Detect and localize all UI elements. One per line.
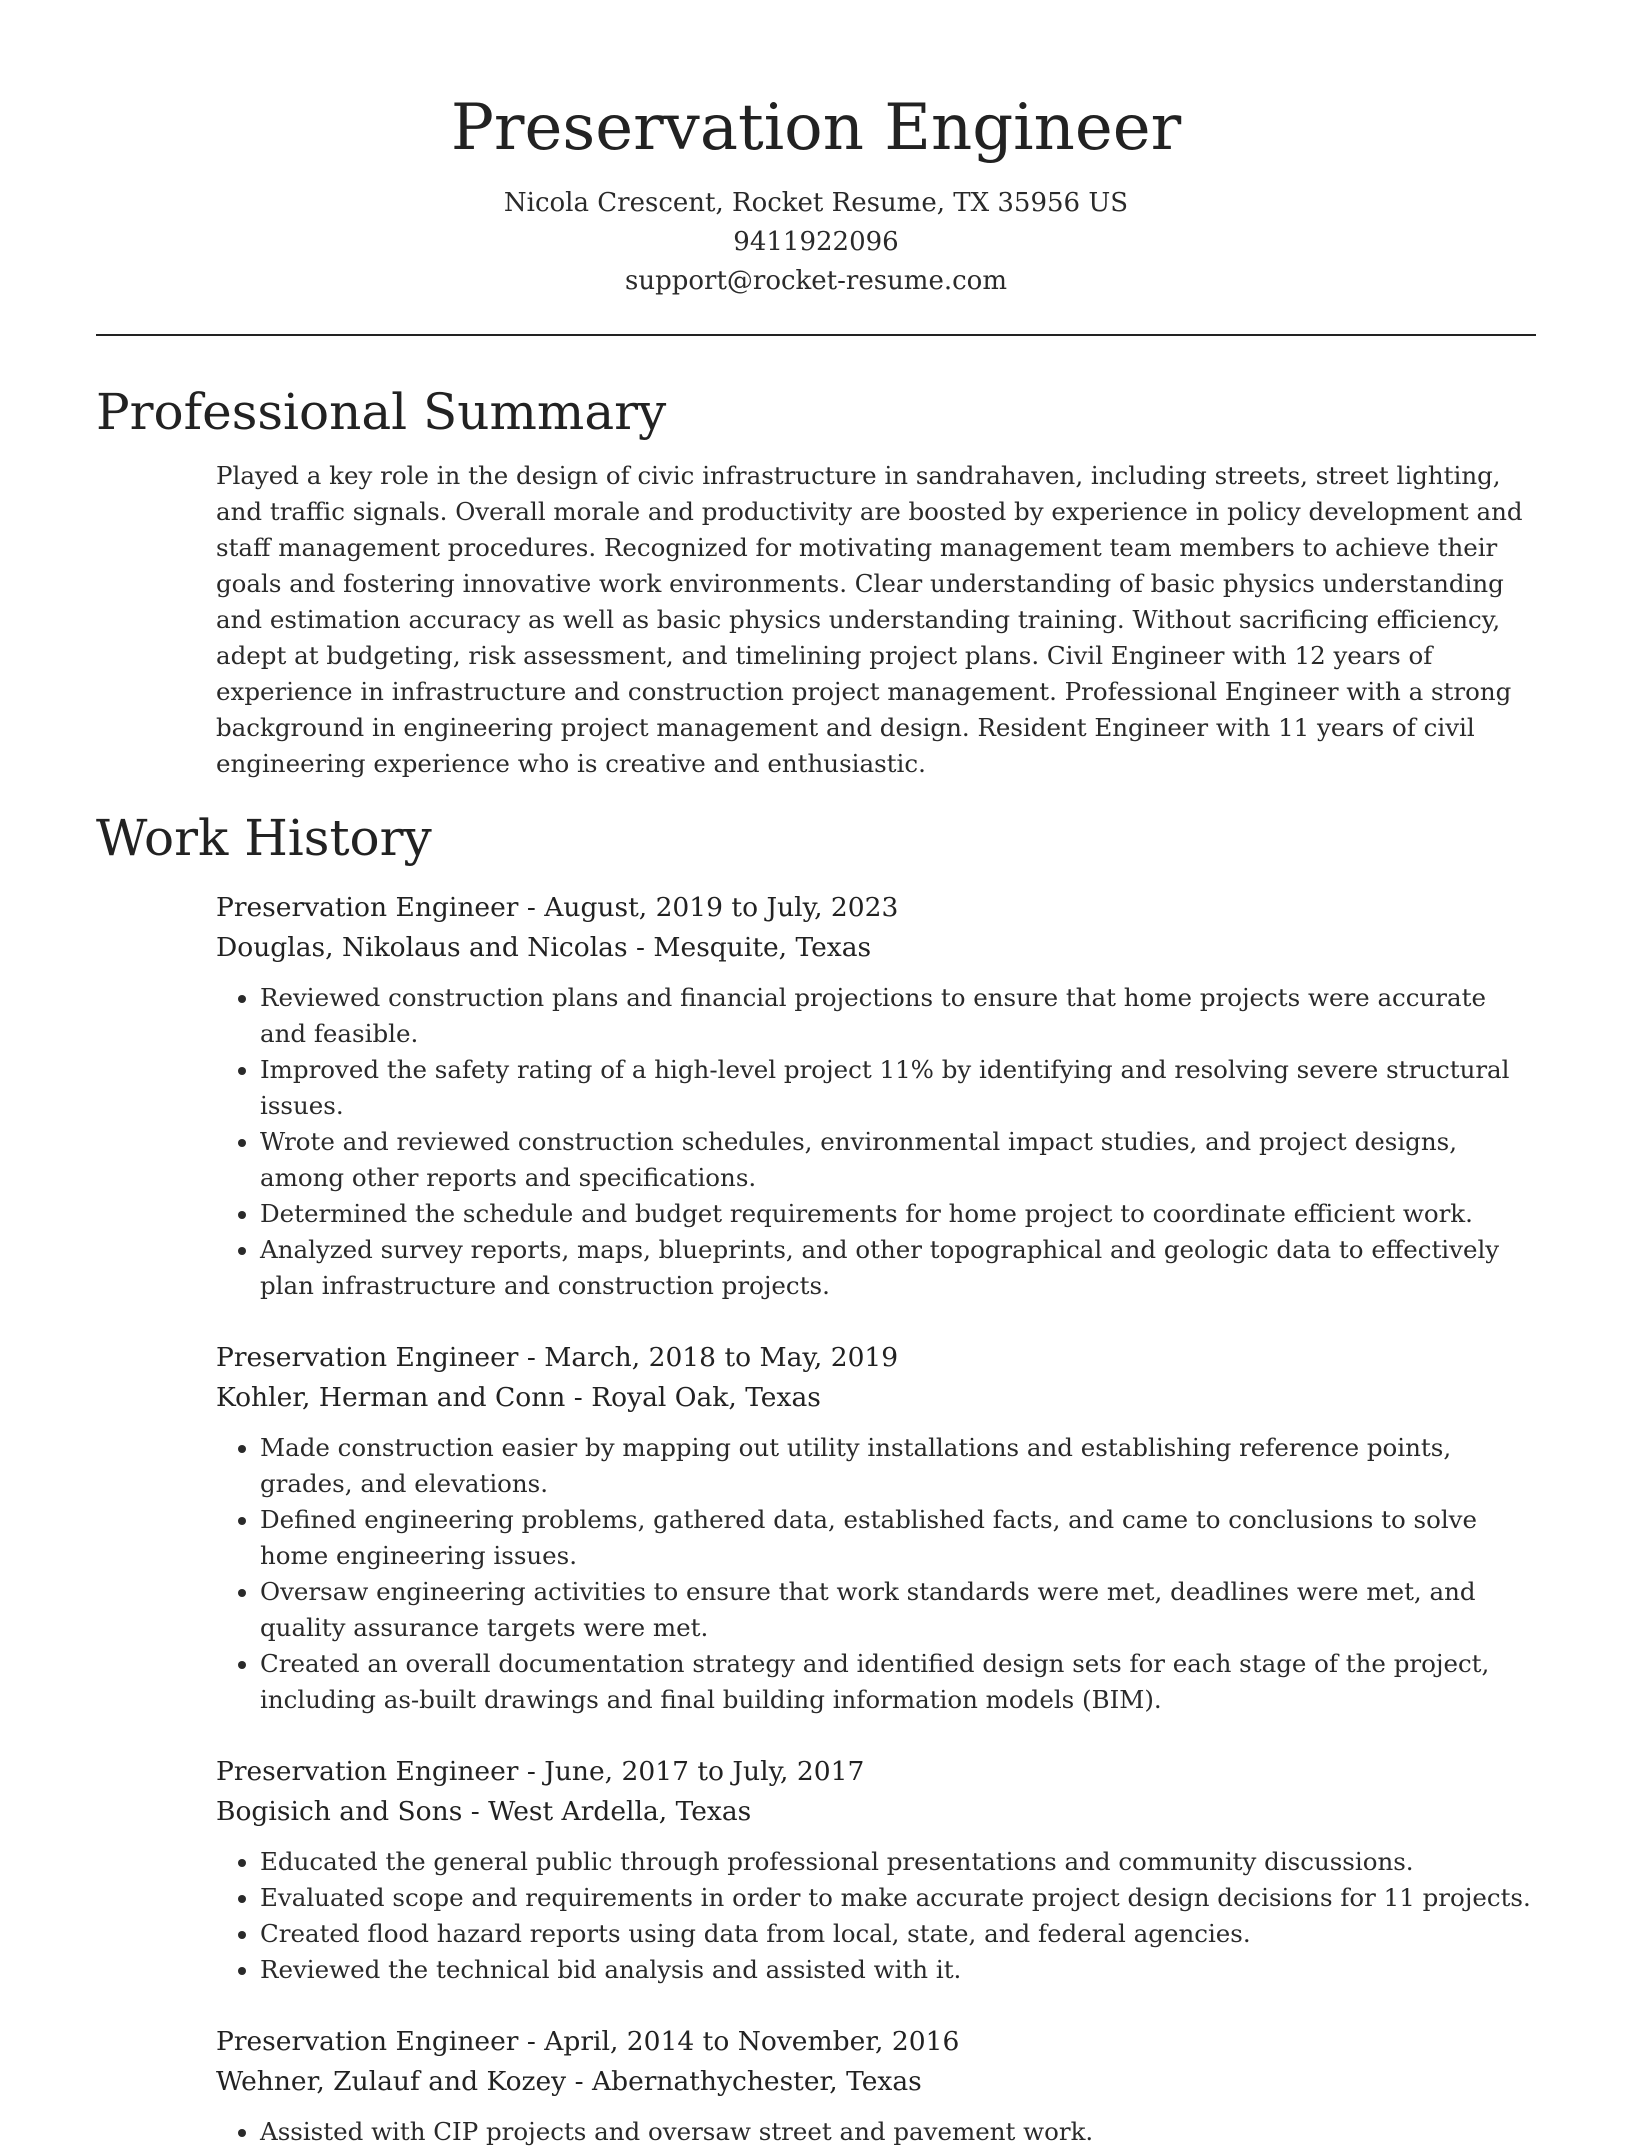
job-bullet: • Improved the safety rating of a high-level project 11% by identifying and resolving severe structural issues. <box>260 1052 1536 1124</box>
header-divider <box>96 334 1536 336</box>
job-bullets <box>216 2114 1536 2150</box>
job-entry <box>216 1752 1536 1988</box>
job-bullet: • Wrote and reviewed construction schedules, environmental impact studies, and project designs, among other reports and specifications. <box>260 1124 1536 1196</box>
summary-heading: Professional Summary <box>96 383 667 441</box>
resume-header <box>96 0 1536 301</box>
job-bullet: • Reviewed construction plans and financial projections to ensure that home projects were accurate and feasible. <box>260 980 1536 1052</box>
job-dates: August, 2019 to July, 2023 <box>544 892 899 923</box>
job-company: Bogisich and Sons <box>216 1796 463 1827</box>
job-location: West Ardella, Texas <box>488 1796 752 1827</box>
job-company-line: Kohler, Herman and Conn - Royal Oak, Texas <box>216 1382 821 1413</box>
summary-section <box>96 380 1536 782</box>
work-history-section <box>96 806 1536 2150</box>
job-company-line: Bogisich and Sons - West Ardella, Texas <box>216 1796 752 1827</box>
job-dates: June, 2017 to July, 2017 <box>544 1756 865 1787</box>
work-history-heading: Work History <box>96 809 432 867</box>
job-title: Preservation Engineer <box>216 892 519 923</box>
job-bullet: • Evaluated scope and requirements in order to make accurate project design decisions for 11 projects. <box>260 1880 1536 1916</box>
summary-text: Played a key role in the design of civic infrastructure in sandrahaven, including streets, street lighting, and traffic signals. Overall morale and productivity are boosted by experience in policy development and staff management procedures. Recognized for motivating management team members to achieve their goals and fostering innovative work environments. Clear understanding of basic physics understanding and estimation accuracy as well as basic physics understanding training. Without sacrificing efficiency, adept at budgeting, risk assessment, and timelining project plans. Civil Engineer with 12 years of experience in infrastructure and construction project management. Professional Engineer with a strong background in engineering project management and design. Resident Engineer with 11 years of civil engineering experience who is creative and enthusiastic. <box>216 461 1523 778</box>
job-location: Mesquite, Texas <box>653 932 872 963</box>
job-company: Kohler, Herman and Conn <box>216 1382 566 1413</box>
job-title-line: Preservation Engineer - April, 2014 to November, 2016 <box>216 2026 960 2057</box>
job-entry <box>216 1338 1536 1718</box>
job-bullet: • Created flood hazard reports using data from local, state, and federal agencies. <box>260 1916 1536 1952</box>
job-entry <box>216 2022 1536 2150</box>
job-bullet: • Determined the schedule and budget requirements for home project to coordinate efficient work. <box>260 1196 1536 1232</box>
job-bullets <box>216 1430 1536 1718</box>
job-title-line: Preservation Engineer - June, 2017 to July, 2017 <box>216 1756 865 1787</box>
job-company-line: Wehner, Zulauf and Kozey - Abernathychester, Texas <box>216 2066 922 2097</box>
job-bullet: • Created an overall documentation strategy and identified design sets for each stage of the project, including as-built drawings and final building information models (BIM). <box>260 1646 1536 1718</box>
job-bullet: • Oversaw engineering activities to ensure that work standards were met, deadlines were met, and quality assurance targets were met. <box>260 1574 1536 1646</box>
job-bullet: • Defined engineering problems, gathered data, established facts, and came to conclusions to solve home engineering issues. <box>260 1502 1536 1574</box>
contact-email: support@rocket-resume.com <box>624 266 1007 296</box>
job-company-line: Douglas, Nikolaus and Nicolas - Mesquite, Texas <box>216 932 872 963</box>
job-location: Royal Oak, Texas <box>591 1382 821 1413</box>
job-bullets <box>216 1844 1536 1988</box>
job-bullet: • Assisted with CIP projects and oversaw street and pavement work. <box>260 2114 1536 2150</box>
job-title: Preservation Engineer <box>216 1756 519 1787</box>
job-bullets <box>216 980 1536 1304</box>
job-dates: March, 2018 to May, 2019 <box>544 1342 899 1373</box>
job-entry <box>216 888 1536 1304</box>
contact-info <box>96 184 1536 301</box>
job-bullet: • Made construction easier by mapping out utility installations and establishing reference points, grades, and elevations. <box>260 1430 1536 1502</box>
job-title-line: Preservation Engineer - March, 2018 to May, 2019 <box>216 1342 899 1373</box>
job-company: Wehner, Zulauf and Kozey <box>216 2066 567 2097</box>
job-company: Douglas, Nikolaus and Nicolas <box>216 932 628 963</box>
job-title-line: Preservation Engineer - August, 2019 to July, 2023 <box>216 892 899 923</box>
job-title: Preservation Engineer <box>216 1342 519 1373</box>
job-bullet: • Educated the general public through professional presentations and community discussions. <box>260 1844 1536 1880</box>
job-bullet: • Analyzed survey reports, maps, blueprints, and other topographical and geologic data to effectively plan infrastructure and construction projects. <box>260 1232 1536 1304</box>
job-location: Abernathychester, Texas <box>591 2066 922 2097</box>
job-dates: April, 2014 to November, 2016 <box>544 2026 960 2057</box>
contact-phone: 9411922096 <box>733 227 899 257</box>
resume-title: Preservation Engineer <box>450 91 1182 165</box>
contact-address: Nicola Crescent, Rocket Resume, TX 35956 US <box>503 188 1129 218</box>
job-title: Preservation Engineer <box>216 2026 519 2057</box>
job-bullet: • Reviewed the technical bid analysis and assisted with it. <box>260 1952 1536 1988</box>
